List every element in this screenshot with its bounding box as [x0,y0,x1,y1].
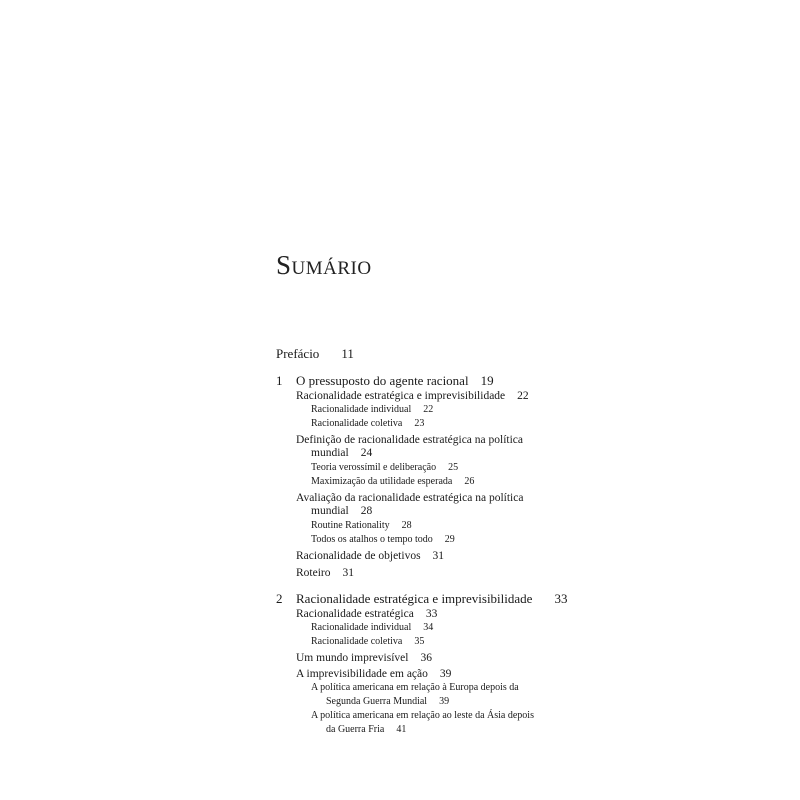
toc-entry[interactable] [311,521,412,531]
toc-entry[interactable] [296,653,432,665]
toc-entry[interactable] [296,609,437,621]
toc-chapter-entry[interactable] [276,592,567,605]
toc-entry-page: 23 [414,418,425,429]
toc-entry-title: Segunda Guerra Mundial [326,696,428,707]
toc-entry-page: 25 [448,462,459,473]
toc-entry[interactable] [296,551,444,563]
toc-entry-continuation[interactable] [326,697,449,707]
toc-entry-page: 26 [464,476,475,487]
toc-entry-page: 31 [342,567,354,579]
toc-entry-title: da Guerra Fria [326,724,385,735]
toc-entry-title: A política americana em relação à Europa depois da [311,682,519,693]
toc-entry-page: 24 [360,447,373,459]
toc-entry-title: Racionalidade de objetivos [296,550,421,562]
toc-entry-page: 22 [517,390,529,402]
toc-entry[interactable] [296,669,451,681]
toc-entry[interactable] [276,347,354,360]
toc-entry-title: mundial [311,447,349,459]
toc-entry-title: Maximização da utilidade esperada [311,476,453,487]
toc-entry-title: Routine Rationality [311,520,390,531]
toc-entry-title: Teoria verossímil e deliberação [311,462,437,473]
toc-chapter-number: 1 [276,373,283,388]
toc-entry-title: Racionalidade estratégica [296,608,414,620]
toc-entry[interactable] [311,419,424,429]
toc-entry-title: Um mundo imprevisível [296,652,409,664]
toc-entry-page: 33 [425,608,438,620]
toc-entry[interactable] [296,493,523,505]
toc-entry[interactable] [311,477,474,487]
toc-entry-title: O pressuposto do agente racional [296,373,469,388]
toc-entry-page: 36 [420,652,432,664]
toc-entry-title: Racionalidade estratégica e imprevisibilidade [296,591,533,606]
toc-entry-title: Racionalidade estratégica e imprevisibilidade [296,390,506,402]
toc-entry[interactable] [296,391,529,403]
toc-entry-page: 39 [439,696,450,707]
toc-entry[interactable] [311,623,433,633]
toc-entry-title: Prefácio [276,346,320,361]
toc-entry-page: 39 [439,668,452,680]
toc-entry-title: Roteiro [296,567,331,579]
toc-entry[interactable] [311,711,534,721]
toc-entry-title: Avaliação da racionalidade estratégica na política [296,492,524,504]
toc-entry[interactable] [311,637,424,647]
toc-entry[interactable] [311,463,458,473]
toc-entry-title: Racionalidade individual [311,622,412,633]
toc-entry-page: 11 [341,346,354,361]
toc-entry-page: 34 [423,622,434,633]
toc-entry-page: 28 [360,505,373,517]
toc-entry[interactable] [311,683,519,693]
toc-entry-title: mundial [311,505,349,517]
toc-entry-title: Racionalidade individual [311,404,412,415]
toc-entry-title: Racionalidade coletiva [311,636,403,647]
toc-entry-title: Todos os atalhos o tempo todo [311,534,433,545]
toc-entry-page: 29 [444,534,455,545]
toc-entry-page: 28 [401,520,412,531]
toc-entry-continuation[interactable] [326,725,406,735]
toc-entry-page: 33 [554,591,568,606]
toc-entry-title: A política americana em relação ao leste da Ásia depois [311,710,534,721]
toc-entry[interactable] [311,535,455,545]
toc-entry-continuation[interactable] [311,448,372,460]
toc-entry-page: 22 [423,404,434,415]
toc-entry-page: 31 [432,550,445,562]
toc-entry[interactable] [296,435,523,447]
toc-entry[interactable] [296,568,354,580]
toc-entry[interactable] [311,405,433,415]
page-title: Sumário [276,250,372,280]
toc-entry-continuation[interactable] [311,506,372,518]
toc-entry-page: 35 [414,636,425,647]
toc-chapter-entry[interactable] [276,374,494,387]
toc-chapter-number: 2 [276,591,283,606]
toc-entry-page: 19 [480,373,494,388]
toc-entry-title: Racionalidade coletiva [311,418,403,429]
toc-entry-title: A imprevisibilidade em ação [296,668,428,680]
toc-entry-page: 41 [396,724,407,735]
toc-entry-title: Definição de racionalidade estratégica na política [296,434,524,446]
